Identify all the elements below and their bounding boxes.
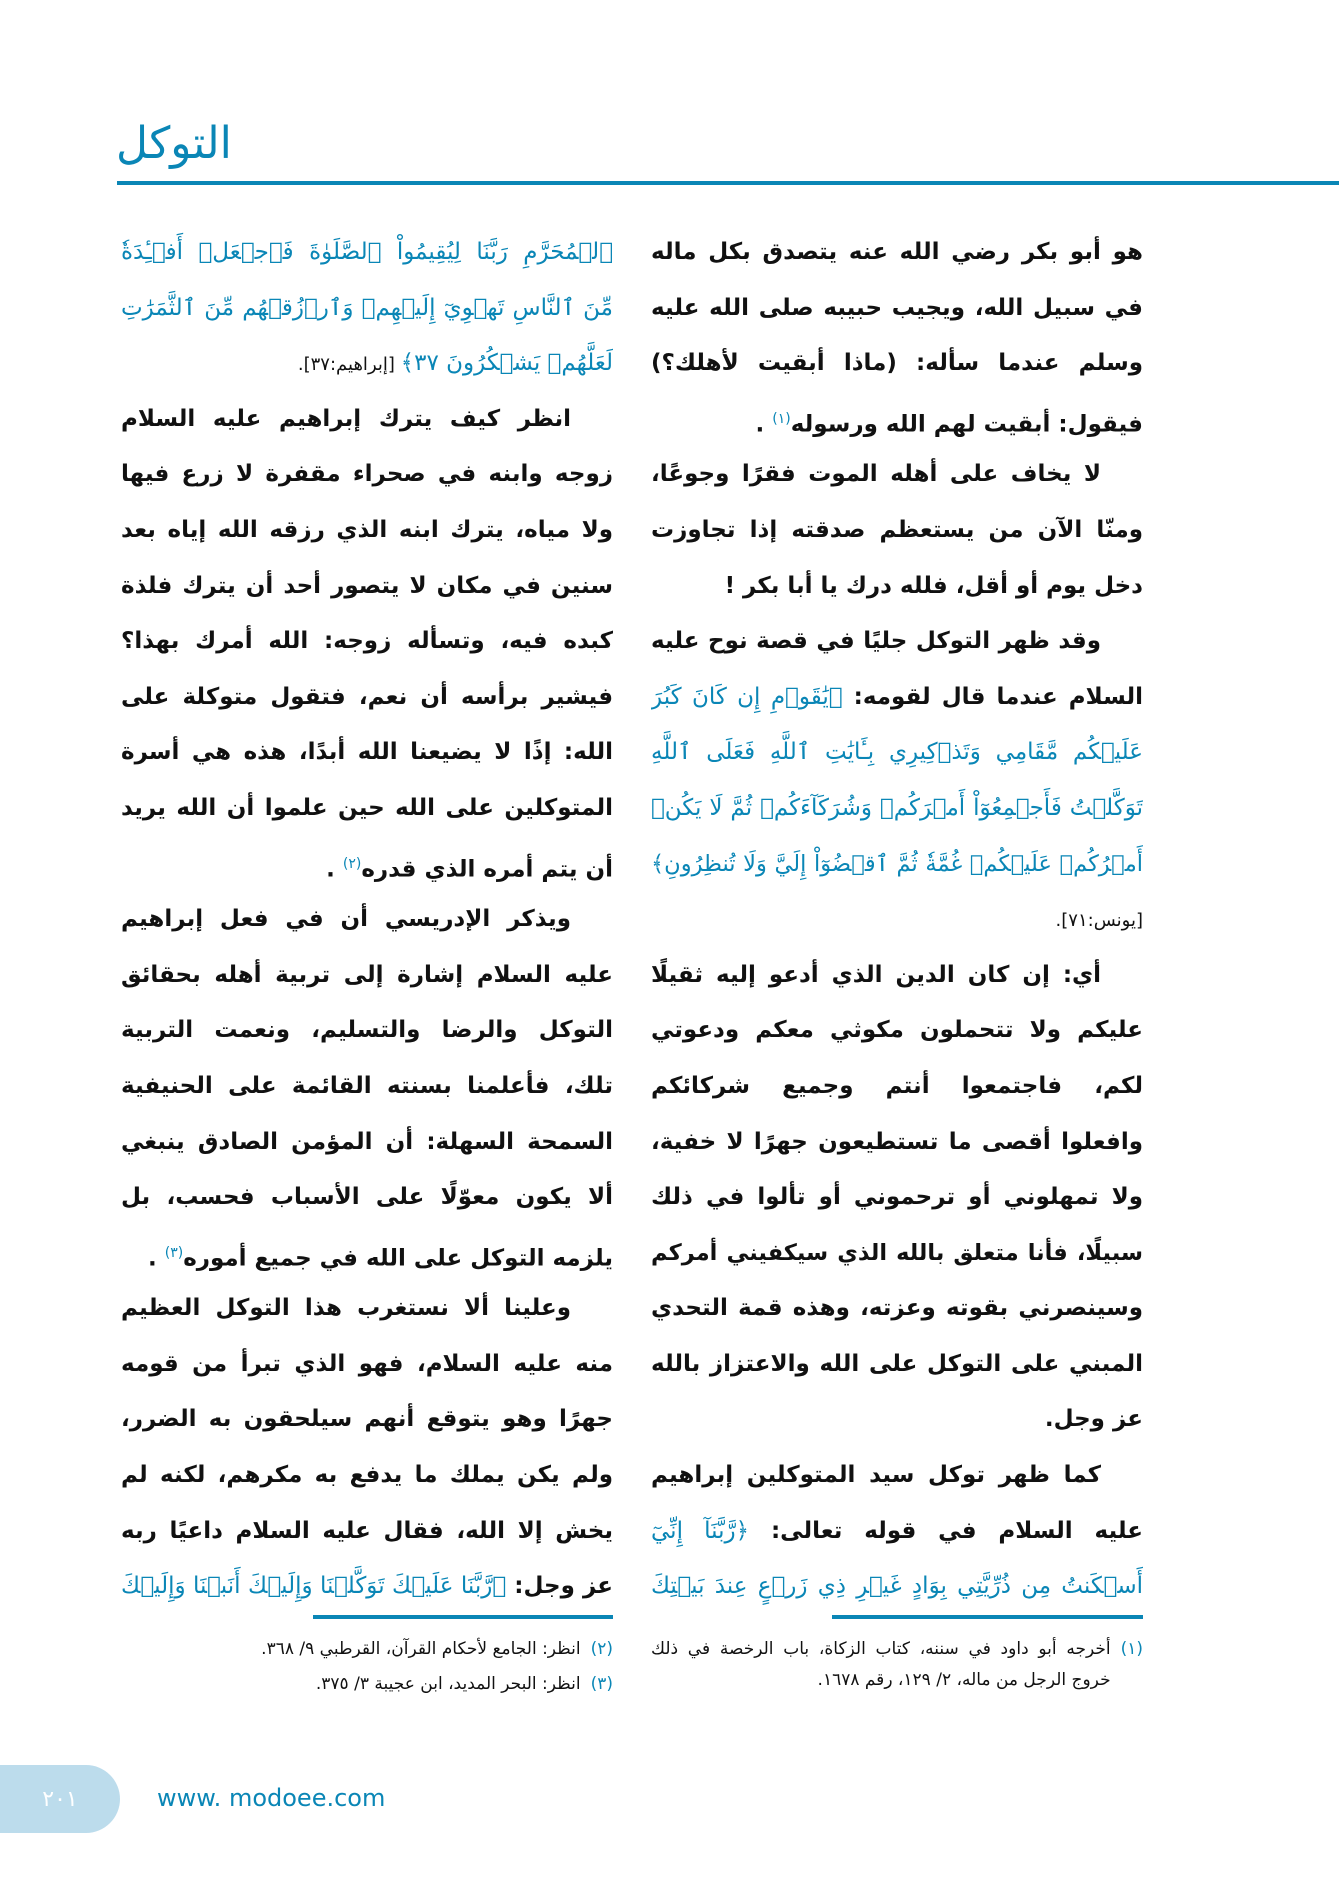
footnote-number: (٣)	[590, 1674, 613, 1694]
text-line	[121, 447, 613, 503]
body-text: يلزمه التوكل على الله في جميع أموره	[183, 1245, 613, 1272]
text-line	[651, 1115, 1143, 1171]
text-line	[651, 1226, 1143, 1282]
verse-reference: [إبراهيم:٣٧].	[297, 354, 401, 376]
body-text: فيشير برأسه أن نعم، فتقول متوكلة على	[121, 683, 613, 710]
body-text: وعلينا ألا نستغرب هذا التوكل العظيم	[121, 1295, 571, 1322]
text-line	[121, 1504, 613, 1560]
body-text: وسينصرني بقوته وعزته، وهذه قمة التحدي	[651, 1295, 1143, 1322]
text-line	[121, 1226, 613, 1282]
text-line	[121, 614, 613, 670]
footnote-separator	[313, 1615, 613, 1619]
body-text: التوكل والرضا والتسليم، ونعمت التربية	[121, 1017, 613, 1044]
footnotes-right	[651, 1634, 1143, 1700]
text-line	[651, 392, 1143, 448]
text-line	[121, 670, 613, 726]
text-line	[651, 1448, 1143, 1504]
text-line	[121, 1115, 613, 1171]
text-line	[651, 1559, 1143, 1615]
body-text: .	[326, 856, 343, 883]
body-text: ولم يكن يملك ما يدفع به مكرهم، لكنه لم	[121, 1462, 613, 1489]
footnote-number: (١)	[1120, 1639, 1143, 1659]
text-line	[121, 503, 613, 559]
body-text: .	[755, 411, 773, 438]
text-line	[651, 1337, 1143, 1393]
text-line	[651, 336, 1143, 392]
footnote-number: (٢)	[590, 1639, 613, 1659]
body-text: الله: إذًا لا يضيعنا الله أبدًا، هذه هي أسرة	[121, 739, 613, 766]
text-line	[651, 281, 1143, 337]
body-text: أي: إن كان الدين الذي أدعو إليه ثقيلًا	[651, 961, 1101, 988]
footnote-separator	[832, 1615, 1143, 1619]
body-text: هو أبو بكر رضي الله عنه يتصدق بكل ماله	[651, 239, 1143, 265]
text-line	[121, 1337, 613, 1393]
body-text: وقد ظهر التوكل جليًا في قصة نوح عليه	[651, 628, 1101, 655]
text-line	[651, 1059, 1143, 1115]
body-text: عليه السلام في قوله تعالى:	[749, 1517, 1143, 1544]
text-line	[651, 1170, 1143, 1226]
page-number: ٢٠١	[0, 1765, 120, 1833]
body-text: زوجه وابنه في صحراء مقفرة لا زرع فيها	[121, 461, 613, 488]
text-line	[651, 1281, 1143, 1337]
body-text: منه عليه السلام، فهو الذي تبرأ من قومه	[121, 1350, 613, 1377]
left-column	[121, 225, 613, 1615]
body-text: المبني على التوكل على الله والاعتزاز بالله	[651, 1350, 1143, 1377]
body-text: عز وجل:	[506, 1573, 613, 1600]
body-text: جهرًا وهو يتوقع أنهم سيلحقون به الضرر،	[121, 1406, 613, 1433]
quran-verse: أَمۡرُكُمۡ عَلَيۡكُمۡ غُمَّةٗ ثُمَّ ٱقۡضُوٓاْ إِلَيَّ وَلَا تُنظِرُونِ﴾	[651, 850, 1143, 877]
body-text: لا يخاف على أهله الموت فقرًا وجوعًا،	[651, 461, 1101, 488]
text-line	[121, 1559, 613, 1615]
quran-verse: أَسۡكَنتُ مِن ذُرِّيَّتِي بِوَادٍ غَيۡرِ ذِي زَرۡعٍ عِندَ بَيۡتِكَ	[651, 1573, 1143, 1600]
body-text: ولا مياه، يترك ابنه الذي رزقه الله إياه بعد	[121, 516, 613, 543]
verse-reference: [يونس:٧١].	[1055, 910, 1143, 932]
quran-verse: ﴿رَّبَّنَا عَلَيۡكَ تَوَكَّلۡنَا وَإِلَيۡكَ أَنَبۡنَا وَإِلَيۡكَ	[121, 1573, 507, 1600]
footnote-marker[interactable]: (١)	[772, 410, 791, 427]
footnote-marker[interactable]: (٢)	[342, 855, 362, 872]
text-line	[121, 1392, 613, 1448]
body-text: ويذكر الإدريسي أن في فعل إبراهيم	[121, 906, 571, 933]
text-line	[651, 670, 1143, 726]
footnote-text: انظر: الجامع لأحكام القرآن، القرطبي ٩/ ٣٦٨.	[261, 1639, 581, 1659]
text-line	[121, 892, 613, 948]
quran-verse: ﴿رَّبَّنَآ إِنِّيٓ	[651, 1517, 750, 1544]
body-text: يخش إلا الله، فقال عليه السلام داعيًا ربه	[121, 1517, 613, 1544]
body-text: السلام عندما قال لقومه:	[842, 683, 1143, 710]
body-text: في سبيل الله، ويجيب حبيبه صلى الله عليه	[651, 294, 1143, 321]
body-text: تلك، فأعلمنا بسنته القائمة على الحنيفية	[121, 1072, 613, 1099]
text-line	[121, 1003, 613, 1059]
body-text: دخل يوم أو أقل، فلله درك يا أبا بكر !	[724, 572, 1143, 599]
text-line	[121, 781, 613, 837]
footnote	[121, 1669, 613, 1700]
quran-verse: لَعَلَّهُمۡ يَشۡكُرُونَ ٣٧﴾	[400, 350, 613, 377]
text-line	[121, 1170, 613, 1226]
text-line	[121, 281, 613, 337]
right-column	[651, 225, 1143, 1615]
text-line	[121, 1281, 613, 1337]
text-line	[651, 614, 1143, 670]
body-text: وافعلوا أقصى ما تستطيعون جهرًا لا خفية،	[651, 1128, 1143, 1155]
text-line	[651, 725, 1143, 781]
text-line	[651, 1504, 1143, 1560]
footnote-marker[interactable]: (٣)	[164, 1244, 184, 1261]
body-text: وسلم عندما سأله: (ماذا أبقيت لأهلك؟)	[651, 350, 1143, 377]
body-text: كبده فيه، وتسأله زوجه: الله أمرك بهذا؟	[121, 628, 613, 655]
body-text: ألا يكون معوّلًا على الأسباب فحسب، بل	[121, 1184, 613, 1211]
footnote	[121, 1634, 613, 1665]
body-text: ومنّا الآن من يستعظم صدقته إذا تجاوزت	[651, 516, 1143, 543]
footnote-text: أخرجه أبو داود في سننه، كتاب الزكاة، باب الرخصة في ذلك خروج الرجل من ماله، ٢/ ١٢٩، رقم ١٦٧٨.	[651, 1639, 1111, 1690]
quran-verse: عَلَيۡكُم مَّقَامِي وَتَذۡكِيرِي بِـَٔايَٰتِ ٱللَّهِ فَعَلَى ٱللَّهِ	[651, 739, 1143, 766]
footnote	[651, 1634, 1143, 1696]
text-line	[651, 225, 1143, 281]
chapter-title: التوكل	[116, 118, 232, 169]
text-line	[121, 392, 613, 448]
text-line	[121, 1448, 613, 1504]
body-text: عليكم ولا تتحملون مكوثي معكم ودعوتي	[651, 1017, 1143, 1044]
text-line	[651, 447, 1143, 503]
body-text: أن يتم أمره الذي قدره	[361, 856, 613, 883]
quran-verse: مِّنَ ٱلنَّاسِ تَهۡوِيٓ إِلَيۡهِمۡ وَٱرۡزُقۡهُم مِّنَ ٱلثَّمَرَٰتِ	[121, 294, 613, 321]
text-line	[651, 503, 1143, 559]
text-line	[651, 948, 1143, 1004]
text-line	[121, 336, 613, 392]
header-divider	[117, 181, 1339, 185]
body-text: انظر كيف يترك إبراهيم عليه السلام	[121, 405, 571, 432]
text-line	[651, 1392, 1143, 1448]
footnotes-left	[121, 1634, 613, 1704]
text-line	[121, 948, 613, 1004]
body-text: عز وجل.	[1044, 1406, 1143, 1433]
body-text: سبيلًا، فأنا متعلق بالله الذي سيكفيني أمركم	[651, 1239, 1143, 1266]
text-line	[121, 725, 613, 781]
text-line	[651, 1003, 1143, 1059]
body-text: عليه السلام إشارة إلى تربية أهله بحقائق	[121, 961, 613, 988]
website-link[interactable]: www. modoee.com	[157, 1784, 386, 1812]
body-text: المتوكلين على الله حين علموا أن الله يريد	[121, 794, 613, 821]
text-line	[121, 1059, 613, 1115]
text-line	[651, 781, 1143, 837]
quran-verse: ٱلۡمُحَرَّمِ رَبَّنَا لِيُقِيمُواْ ٱلصَّلَوٰةَ فَٱجۡعَلۡ أَفۡـِٔدَةٗ	[121, 239, 613, 265]
body-text: فيقول: أبقيت لهم الله ورسوله	[790, 411, 1143, 438]
body-text: السمحة السهلة: أن المؤمن الصادق ينبغي	[121, 1128, 613, 1155]
text-line	[121, 225, 613, 281]
text-line	[651, 559, 1143, 615]
text-line	[651, 837, 1143, 893]
body-text: .	[147, 1245, 165, 1272]
quran-verse: ﴿يَٰقَوۡمِ إِن كَانَ كَبُرَ	[651, 683, 843, 710]
text-line	[651, 892, 1143, 948]
text-line	[121, 837, 613, 893]
quran-verse: تَوَكَّلۡتُ فَأَجۡمِعُوٓاْ أَمۡرَكُمۡ وَشُرَكَآءَكُمۡ ثُمَّ لَا يَكُنۡ	[651, 794, 1143, 821]
body-text: ولا تمهلوني أو ترحموني أو تألوا في ذلك	[651, 1184, 1143, 1211]
body-text: لكم، فاجتمعوا أنتم وجميع شركائكم	[651, 1072, 1143, 1099]
body-text: سنين في مكان لا يتصور أحد أن يترك فلذة	[121, 572, 613, 599]
body-text: كما ظهر توكل سيد المتوكلين إبراهيم	[651, 1462, 1101, 1489]
text-line	[121, 559, 613, 615]
footnote-text: انظر: البحر المديد، ابن عجيبة ٣/ ٣٧٥.	[315, 1674, 581, 1694]
